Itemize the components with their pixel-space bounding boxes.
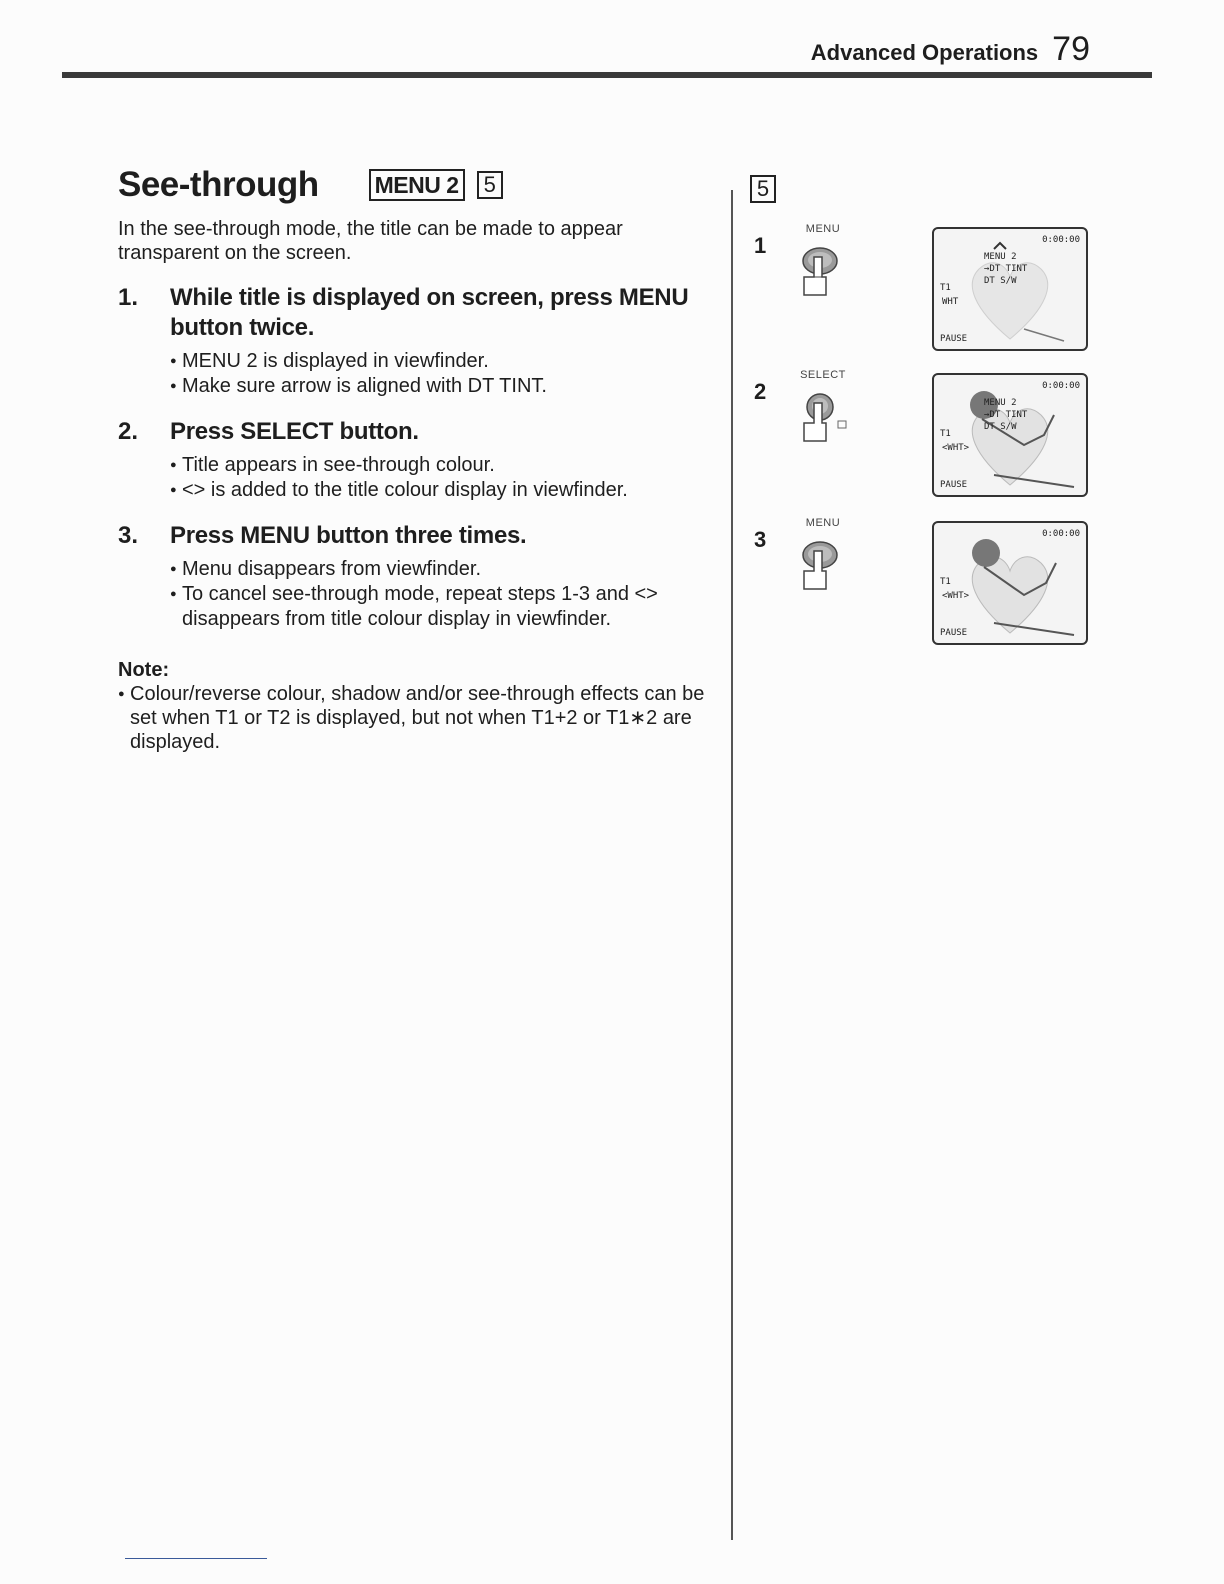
menu-line: MENU 2 (984, 252, 1017, 262)
heart-skier-icon (934, 229, 1086, 349)
bullet-item: ● Make sure arrow is aligned with DT TINT. (170, 374, 718, 399)
step (118, 417, 718, 503)
button-label: SELECT (800, 369, 846, 381)
menu-line: DT S/W (984, 276, 1017, 286)
title-code: T1 (940, 577, 951, 587)
illustration-ref-tag: 5 (750, 175, 776, 203)
step-heading: Press SELECT button. (170, 418, 419, 445)
pressing-hand-icon (786, 237, 856, 307)
menu-line: DT S/W (984, 422, 1017, 432)
viewfinder-display (932, 227, 1088, 351)
step-number: 1. (118, 284, 139, 311)
step-heading: While title is displayed on screen, press MENU button twice. (170, 284, 689, 341)
bullet-item: ● To cancel see-through mode, repeat steps 1-3 and <> disappears from title colour display in viewfinder. (170, 582, 718, 632)
viewfinder-display (932, 373, 1088, 497)
illustration-step-number: 3 (754, 527, 767, 552)
viewfinder-menu (984, 397, 1027, 433)
footer-rule (125, 1558, 267, 1559)
button-label: MENU (805, 223, 841, 235)
illustration-step (750, 369, 1095, 498)
menu-line: →DT TINT (984, 410, 1028, 420)
time-code: 0:00:00 (1042, 529, 1080, 539)
bullet-item: ● Menu disappears from viewfinder. (170, 557, 718, 582)
illustration-step-number: 1 (754, 233, 767, 258)
menu-line: →DT TINT (984, 264, 1028, 274)
skier-icon (934, 375, 1086, 495)
step-bullets (170, 557, 718, 632)
bullet-item: ● Title appears in see-through colour. (170, 453, 718, 478)
time-code: 0:00:00 (1042, 381, 1080, 391)
viewfinder-display (932, 521, 1088, 645)
status-text: PAUSE (940, 334, 968, 344)
skier-icon (934, 523, 1086, 643)
status-text: PAUSE (940, 628, 968, 638)
step (118, 283, 718, 399)
header-rule (62, 72, 1152, 78)
step-heading: Press MENU button three times. (170, 522, 527, 549)
main-column (118, 165, 718, 754)
illustration-step (750, 517, 1095, 646)
note-label: Note: (118, 659, 170, 681)
menu-tag: MENU 2 (369, 169, 465, 201)
illustration-step-number: 2 (754, 379, 767, 404)
title-code: T1 (940, 283, 951, 293)
status-text: PAUSE (940, 480, 968, 490)
illustration-step (750, 223, 1095, 352)
header-title: Advanced Operations (810, 40, 1039, 65)
pressing-hand-icon (786, 383, 856, 453)
button-label: MENU (805, 517, 841, 529)
step-bullets (170, 453, 718, 503)
viewfinder-menu (984, 251, 1027, 287)
title-colour: <WHT> (942, 443, 970, 453)
bullet-item: ● <> is added to the title colour display in viewfinder. (170, 478, 718, 503)
page-number: 79 (1052, 30, 1090, 68)
ref-tag: 5 (477, 171, 503, 199)
time-code: 0:00:00 (1042, 235, 1080, 245)
step-bullets (170, 349, 718, 399)
column-divider (731, 190, 733, 1540)
title-colour: <WHT> (942, 591, 970, 601)
bullet-item: ● MENU 2 is displayed in viewfinder. (170, 349, 718, 374)
intro-text: In the see-through mode, the title can be made to appear transparent on the screen. (118, 218, 623, 264)
step-number: 2. (118, 418, 139, 445)
title-code: T1 (940, 429, 951, 439)
menu-line: MENU 2 (984, 398, 1017, 408)
illustration-column (750, 175, 1100, 638)
page-header (811, 30, 1090, 69)
note-body: ● Colour/reverse colour, shadow and/or see-through effects can be set when T1 or T2 is displayed, but not when T1+2 or T1∗2 are displayed. (118, 682, 718, 754)
step-number: 3. (118, 522, 139, 549)
section-heading (118, 165, 718, 205)
step (118, 521, 718, 632)
note (118, 658, 718, 754)
title-colour: WHT (942, 297, 959, 307)
section-title: See-through (118, 165, 319, 204)
pressing-hand-icon (786, 531, 856, 601)
